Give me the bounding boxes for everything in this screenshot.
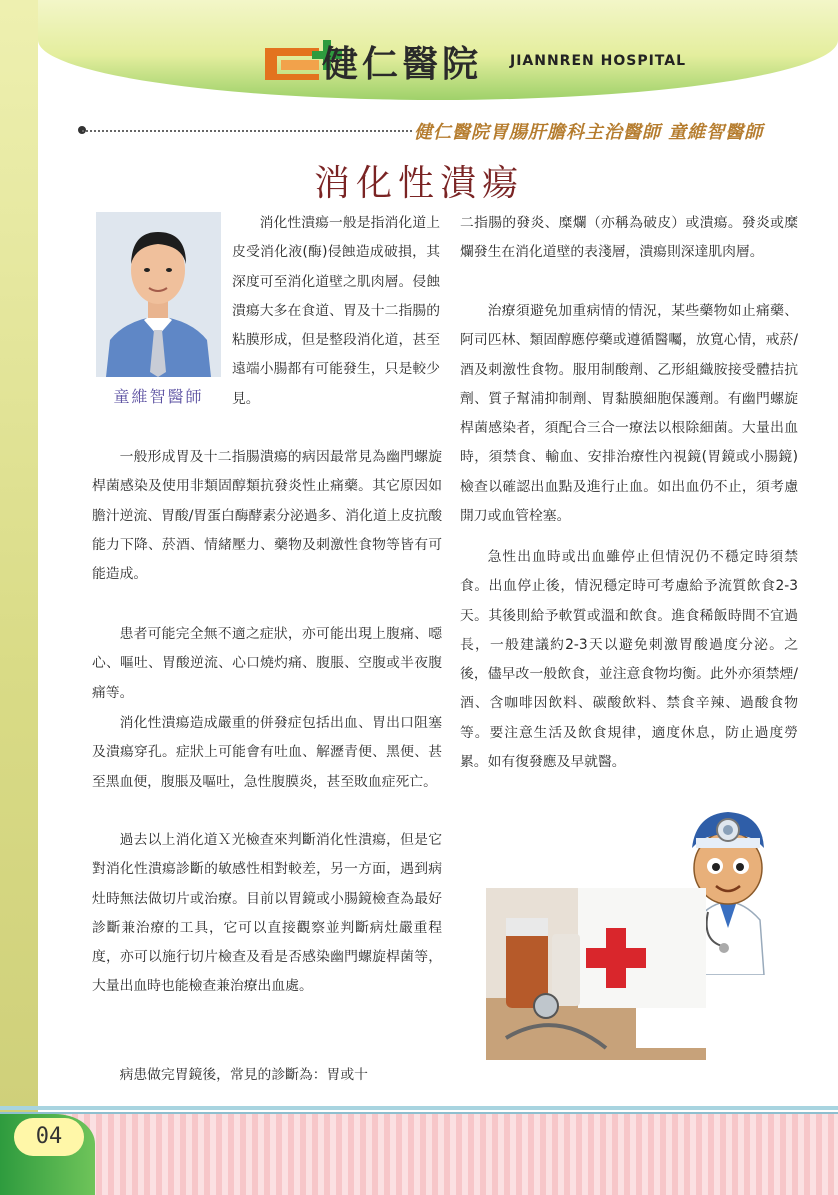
paragraph-endoscopy-start: 病患做完胃鏡後，常見的診斷為：胃或十 xyxy=(119,1067,368,1083)
paragraph-diagnosis: 過去以上消化道Ｘ光檢查來判斷消化性潰瘍，但是它對消化性潰瘍診斷的敏感性相對較差，另一方面，遇到病灶時無法做切片或治療。目前以胃鏡或小腸鏡檢查為最好診斷兼治療的工具，它可以直接觀察並判斷病灶嚴重程度，亦可以施行切片檢查及看是否感染幽門螺旋桿菌等，大量出血時也能檢查兼治療出血處。 xyxy=(92,832,442,995)
hospital-name: 健仁醫院 xyxy=(322,43,483,85)
paragraph-causes: 一般形成胃及十二指腸潰瘍的病因最常見為幽門螺旋桿菌感染及使用非類固醇類抗發炎性止痛藥。其它原因如膽汁逆流、胃酸/胃蛋白酶酵素分泌過多、消化道上皮抗酸能力下降、菸酒、情緒壓力、藥物及刺激性食物等皆有可能造成。 xyxy=(92,449,442,583)
author-line: 健仁醫院胃腸肝膽科主治醫師 童維智醫師 xyxy=(414,122,764,143)
doctor-portrait xyxy=(96,212,221,377)
dotted-divider xyxy=(82,130,412,132)
photo-caption: 童維智醫師 xyxy=(113,387,204,406)
paragraph-endoscopy-end: 二指腸的發炎、糜爛（亦稱為破皮）或潰瘍。發炎或糜爛發生在消化道壁的表淺層，潰瘍則深達肌肉層。 xyxy=(460,215,798,261)
article-title: 消化性潰瘍 xyxy=(313,163,524,204)
paragraph-complications: 消化性潰瘍造成嚴重的併發症包括出血、胃出口阻塞及潰瘍穿孔。症狀上可能會有吐血、解瀝青便、黑便、甚至黑血便，腹脹及嘔吐，急性腹膜炎，甚至敗血症死亡。 xyxy=(92,715,442,790)
paragraph-treatment: 治療須避免加重病情的情況，某些藥物如止痛藥、阿司匹林、類固醇應停藥或遵循醫囑，放寬心情，戒菸/酒及刺激性食物。服用制酸劑、乙形組織胺接受體拮抗劑、質子幫浦抑制劑、胃黏膜細胞保護劑。有幽門螺旋桿菌感染者，須配合三合一療法以根除細菌。大量出血時，須禁食、輸血、安排治療性內視鏡(胃鏡或小腸鏡)檢查以確認出血點及進行止血。如出血仍不止，須考慮開刀或血管栓塞。 xyxy=(460,303,798,525)
page-footer xyxy=(0,1114,838,1195)
paragraph-diet: 急性出血時或出血雖停止但情況仍不穩定時須禁食。出血停止後，情況穩定時可考慮給予流質飲食2-3天。其後則給予軟質或溫和飲食。進食稀飯時間不宜過長，一般建議約2-3天以避免刺激胃酸過度分泌。之後，儘早改一般飲食，並注意食物均衡。此外亦須禁煙/酒、含咖啡因飲料、碳酸飲料、禁食辛辣、過酸食物等。要注意生活及飲食規律，適度休息，防止過度勞累。如有復發應及早就醫。 xyxy=(460,549,798,771)
page-number: 04 xyxy=(14,1118,84,1156)
paragraph-symptoms: 患者可能完全無不適之症狀，亦可能出現上腹痛、噁心、嘔吐、胃酸逆流、心口燒灼痛、腹脹、空腹或半夜腹痛等。 xyxy=(92,626,442,701)
footer-divider xyxy=(0,1106,838,1110)
hospital-name-en: JIANNREN HOSPITAL xyxy=(510,53,687,69)
medical-supplies-photo xyxy=(486,888,706,1060)
paragraph-intro: 消化性潰瘍一般是指消化道上皮受消化液(酶)侵蝕造成破損，其深度可至消化道壁之肌肉層。侵蝕潰瘍大多在食道、胃及十二指腸的粘膜形成，但是整段消化道，甚至遠端小腸都有可能發生，只是較少見。 xyxy=(232,215,440,407)
